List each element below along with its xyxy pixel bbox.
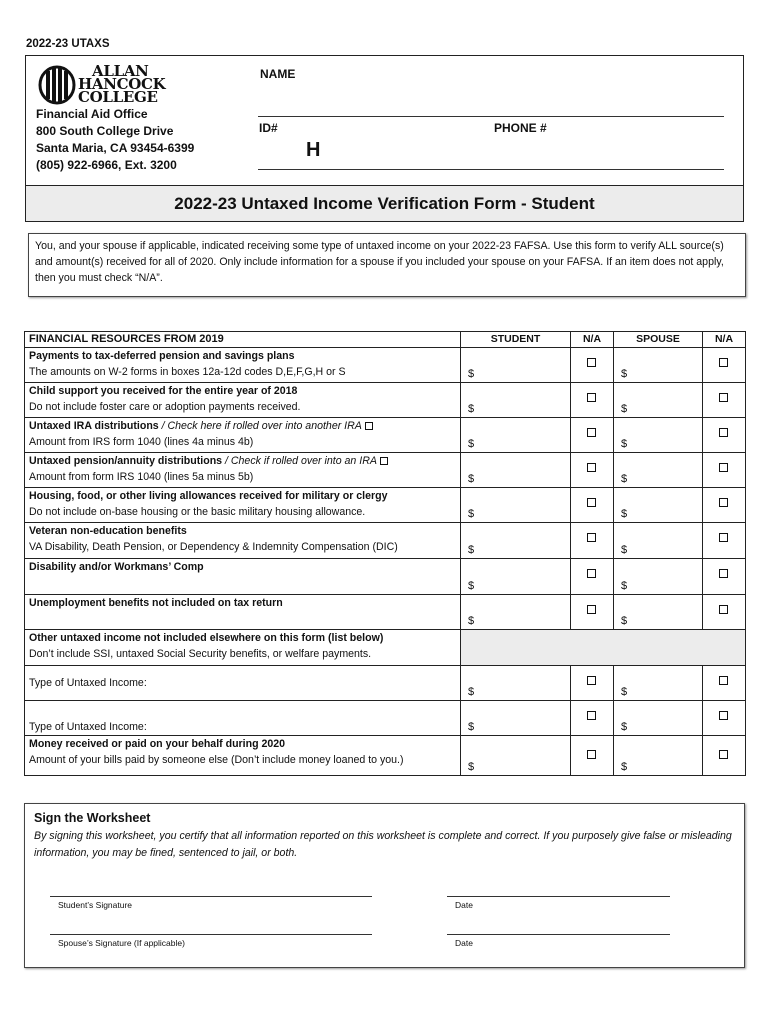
type-of-income-label[interactable]: Type of Untaxed Income: — [29, 677, 147, 689]
spouse-na-checkbox[interactable] — [719, 676, 728, 685]
logo-line-1: ALLAN — [92, 62, 149, 80]
student-na-cell — [571, 559, 614, 595]
header-na-student: N/A — [571, 332, 614, 348]
dollar-sign: $ — [621, 686, 628, 698]
spouse-na-cell — [703, 488, 746, 523]
office-address-line2: Santa Maria, CA 93454-6399 — [36, 141, 195, 155]
dollar-sign: $ — [468, 721, 475, 733]
rollover-ira-checkbox[interactable] — [365, 422, 373, 430]
dollar-sign: $ — [621, 368, 628, 380]
row-title: Untaxed IRA distributions — [29, 420, 159, 432]
row-label — [25, 523, 461, 559]
row-title: Unemployment benefits not included on tax return — [29, 597, 283, 609]
student-na-checkbox[interactable] — [587, 605, 596, 614]
row-label — [25, 559, 461, 595]
row-desc: Do not include on-base housing or the basic military housing allowance. — [29, 506, 366, 518]
id-value: H — [306, 139, 321, 161]
spouse-na-checkbox[interactable] — [719, 569, 728, 578]
dollar-sign: $ — [621, 721, 628, 733]
student-na-cell — [571, 736, 614, 776]
logo-line-3: COLLEGE — [78, 88, 158, 106]
spouse-na-checkbox[interactable] — [719, 750, 728, 759]
spouse-amount-field[interactable] — [614, 666, 703, 701]
spouse-amount-field[interactable] — [614, 595, 703, 630]
spouse-amount-field[interactable] — [614, 736, 703, 776]
student-amount-field[interactable] — [461, 736, 571, 776]
dollar-sign: $ — [468, 761, 475, 773]
spouse-date-line[interactable] — [447, 934, 670, 935]
row-title: Untaxed pension/annuity distributions — [29, 455, 223, 467]
student-amount-field[interactable] — [461, 595, 571, 630]
dollar-sign: $ — [621, 544, 628, 556]
row-title: Other untaxed income not included elsewhere on this form (list below) — [29, 632, 384, 644]
header-spouse: SPOUSE — [614, 332, 703, 348]
student-na-checkbox[interactable] — [587, 569, 596, 578]
spouse-na-checkbox[interactable] — [719, 498, 728, 507]
dollar-sign: $ — [468, 544, 475, 556]
spouse-amount-field[interactable] — [614, 348, 703, 383]
student-na-checkbox[interactable] — [587, 750, 596, 759]
dollar-sign: $ — [621, 580, 628, 592]
office-phone: (805) 922-6966, Ext. 3200 — [36, 158, 177, 172]
student-na-checkbox[interactable] — [587, 533, 596, 542]
dollar-sign: $ — [468, 438, 475, 450]
student-amount-field[interactable] — [461, 488, 571, 523]
row-desc: Amount from IRS form 1040 (lines 4a minus 4b) — [29, 436, 254, 448]
row-desc: VA Disability, Death Pension, or Dependency & Indemnity Compensation (DIC) — [29, 541, 398, 553]
student-amount-field[interactable] — [461, 383, 571, 418]
student-amount-field[interactable] — [461, 559, 571, 595]
dollar-sign: $ — [468, 403, 475, 415]
table-row — [25, 559, 746, 595]
row-title: Disability and/or Workmans’ Comp — [29, 561, 204, 573]
table-row — [25, 453, 746, 488]
row-desc: The amounts on W-2 forms in boxes 12a-12d codes D,E,F,G,H or S — [29, 366, 346, 378]
table-row — [25, 595, 746, 630]
row-label — [25, 418, 461, 453]
spouse-na-cell — [703, 523, 746, 559]
dollar-sign: $ — [468, 508, 475, 520]
type-of-income-label[interactable]: Type of Untaxed Income: — [29, 721, 147, 733]
spouse-signature-label: Spouse’s Signature (If applicable) — [58, 938, 185, 948]
college-logo — [38, 62, 178, 109]
intro-text: You, and your spouse if applicable, indicated receiving some type of untaxed income on your 2022-23 FAFSA. Use this form to verify ALL source(s) and amount(s) received for all of 2020. Only include information for a spouse if you included your spouse on your FAFSA. If an item does not apply, then you must check “N/A”. — [28, 233, 746, 297]
row-desc: Don’t include SSI, untaxed Social Security benefits, or welfare payments. — [29, 648, 372, 660]
row-desc: Do not include foster care or adoption payments received. — [29, 401, 301, 413]
row-title: Housing, food, or other living allowances received for military or clergy — [29, 490, 388, 502]
dollar-sign: $ — [621, 438, 628, 450]
student-na-checkbox[interactable] — [587, 711, 596, 720]
dollar-sign: $ — [621, 403, 628, 415]
spouse-na-cell — [703, 383, 746, 418]
student-signature-line[interactable] — [50, 896, 372, 897]
phone-label: PHONE # — [494, 121, 547, 135]
header-student: STUDENT — [461, 332, 571, 348]
dollar-sign: $ — [621, 761, 628, 773]
dollar-sign: $ — [621, 508, 628, 520]
row-label — [25, 701, 461, 736]
student-signature-label: Student’s Signature — [58, 900, 133, 910]
spouse-na-checkbox[interactable] — [719, 605, 728, 614]
office-address — [36, 106, 194, 174]
student-na-cell — [571, 453, 614, 488]
spouse-na-checkbox[interactable] — [719, 711, 728, 720]
student-amount-field[interactable] — [461, 453, 571, 488]
dollar-sign: $ — [468, 580, 475, 592]
spouse-na-checkbox[interactable] — [719, 358, 728, 367]
name-label: NAME — [260, 67, 296, 81]
student-na-cell — [571, 523, 614, 559]
spouse-na-cell — [703, 736, 746, 776]
table-row — [25, 418, 746, 453]
table-header-row — [25, 332, 746, 348]
student-na-checkbox[interactable] — [587, 463, 596, 472]
student-na-checkbox[interactable] — [587, 676, 596, 685]
table-row — [25, 701, 746, 736]
shaded-cell — [461, 630, 746, 666]
student-amount-field[interactable] — [461, 523, 571, 559]
spouse-na-cell — [703, 559, 746, 595]
row-title: Money received or paid on your behalf during 2020 — [29, 738, 286, 750]
row-desc: Amount from form IRS 1040 (lines 5a minus 5b) — [29, 471, 254, 483]
spouse-na-cell — [703, 418, 746, 453]
sign-statement: By signing this worksheet, you certify that all information reported on this worksheet is complete and correct. If you purposely give false or misleading information, you may be fined, sentenced to jail, or both. — [34, 830, 732, 859]
spouse-signature-line[interactable] — [50, 934, 372, 935]
spouse-amount-field[interactable] — [614, 383, 703, 418]
sign-title: Sign the Worksheet — [34, 811, 151, 825]
student-date-line[interactable] — [447, 896, 670, 897]
header-resources: FINANCIAL RESOURCES FROM 2019 — [25, 332, 461, 348]
row-title: Child support you received for the entire year of 2018 — [29, 385, 298, 397]
student-amount-field[interactable] — [461, 348, 571, 383]
spouse-amount-field[interactable] — [614, 559, 703, 595]
rollover-ira-checkbox[interactable] — [380, 457, 388, 465]
dollar-sign: $ — [468, 473, 475, 485]
spouse-na-cell — [703, 348, 746, 383]
spouse-amount-field[interactable] — [614, 418, 703, 453]
dollar-sign: $ — [468, 615, 475, 627]
spouse-amount-field[interactable] — [614, 701, 703, 736]
table-row — [25, 736, 746, 776]
spouse-na-cell — [703, 595, 746, 630]
table-row — [25, 383, 746, 418]
row-desc: Amount of your bills paid by someone else (Don’t include money loaned to you.) — [29, 754, 404, 766]
dollar-sign: $ — [621, 473, 628, 485]
dollar-sign: $ — [468, 368, 475, 380]
student-amount-field[interactable] — [461, 666, 571, 701]
table-row — [25, 666, 746, 701]
college-seal-icon — [38, 65, 76, 107]
logo-wordmark — [78, 62, 166, 106]
student-na-checkbox[interactable] — [587, 498, 596, 507]
row-label — [25, 383, 461, 418]
row-label — [25, 630, 461, 666]
spouse-na-checkbox[interactable] — [719, 393, 728, 402]
row-label — [25, 736, 461, 776]
row-label — [25, 453, 461, 488]
dollar-sign: $ — [621, 615, 628, 627]
spouse-amount-field[interactable] — [614, 523, 703, 559]
student-na-checkbox[interactable] — [587, 428, 596, 437]
table-row — [25, 488, 746, 523]
row-label — [25, 666, 461, 701]
student-na-cell — [571, 701, 614, 736]
office-name: Financial Aid Office — [36, 107, 148, 121]
office-address-line1: 800 South College Drive — [36, 124, 174, 138]
row-label — [25, 348, 461, 383]
student-date-label: Date — [455, 900, 473, 910]
student-na-checkbox[interactable] — [587, 358, 596, 367]
row-title: Veteran non-education benefits — [29, 525, 187, 537]
student-na-cell — [571, 348, 614, 383]
student-na-cell — [571, 595, 614, 630]
student-amount-field[interactable] — [461, 701, 571, 736]
form-code: 2022-23 UTAXS — [26, 38, 110, 50]
student-na-cell — [571, 666, 614, 701]
student-na-cell — [571, 418, 614, 453]
table-row — [25, 348, 746, 383]
id-label: ID# — [259, 121, 278, 135]
student-na-cell — [571, 488, 614, 523]
table-row-other-header — [25, 630, 746, 666]
header-na-spouse: N/A — [703, 332, 746, 348]
spouse-date-label: Date — [455, 938, 473, 948]
row-title: Payments to tax-deferred pension and savings plans — [29, 350, 295, 362]
logo-line-2: HANCOCK — [78, 75, 166, 93]
dollar-sign: $ — [468, 686, 475, 698]
spouse-na-cell — [703, 666, 746, 701]
student-na-cell — [571, 383, 614, 418]
spouse-na-checkbox[interactable] — [719, 463, 728, 472]
spouse-amount-field[interactable] — [614, 453, 703, 488]
spouse-na-cell — [703, 453, 746, 488]
spouse-na-cell — [703, 701, 746, 736]
row-label — [25, 595, 461, 630]
form-title: 2022-23 Untaxed Income Verification Form - Student — [25, 185, 744, 222]
student-amount-field[interactable] — [461, 418, 571, 453]
student-na-checkbox[interactable] — [587, 393, 596, 402]
row-note: / Check here if rolled over into another IRA — [158, 420, 362, 432]
table-row — [25, 523, 746, 559]
row-label — [25, 488, 461, 523]
name-field[interactable] — [258, 116, 724, 117]
spouse-na-checkbox[interactable] — [719, 533, 728, 542]
row-note: / Check if rolled over into an IRA — [222, 455, 377, 467]
spouse-amount-field[interactable] — [614, 488, 703, 523]
spouse-na-checkbox[interactable] — [719, 428, 728, 437]
id-phone-field[interactable] — [258, 169, 724, 170]
resources-table — [24, 331, 746, 776]
